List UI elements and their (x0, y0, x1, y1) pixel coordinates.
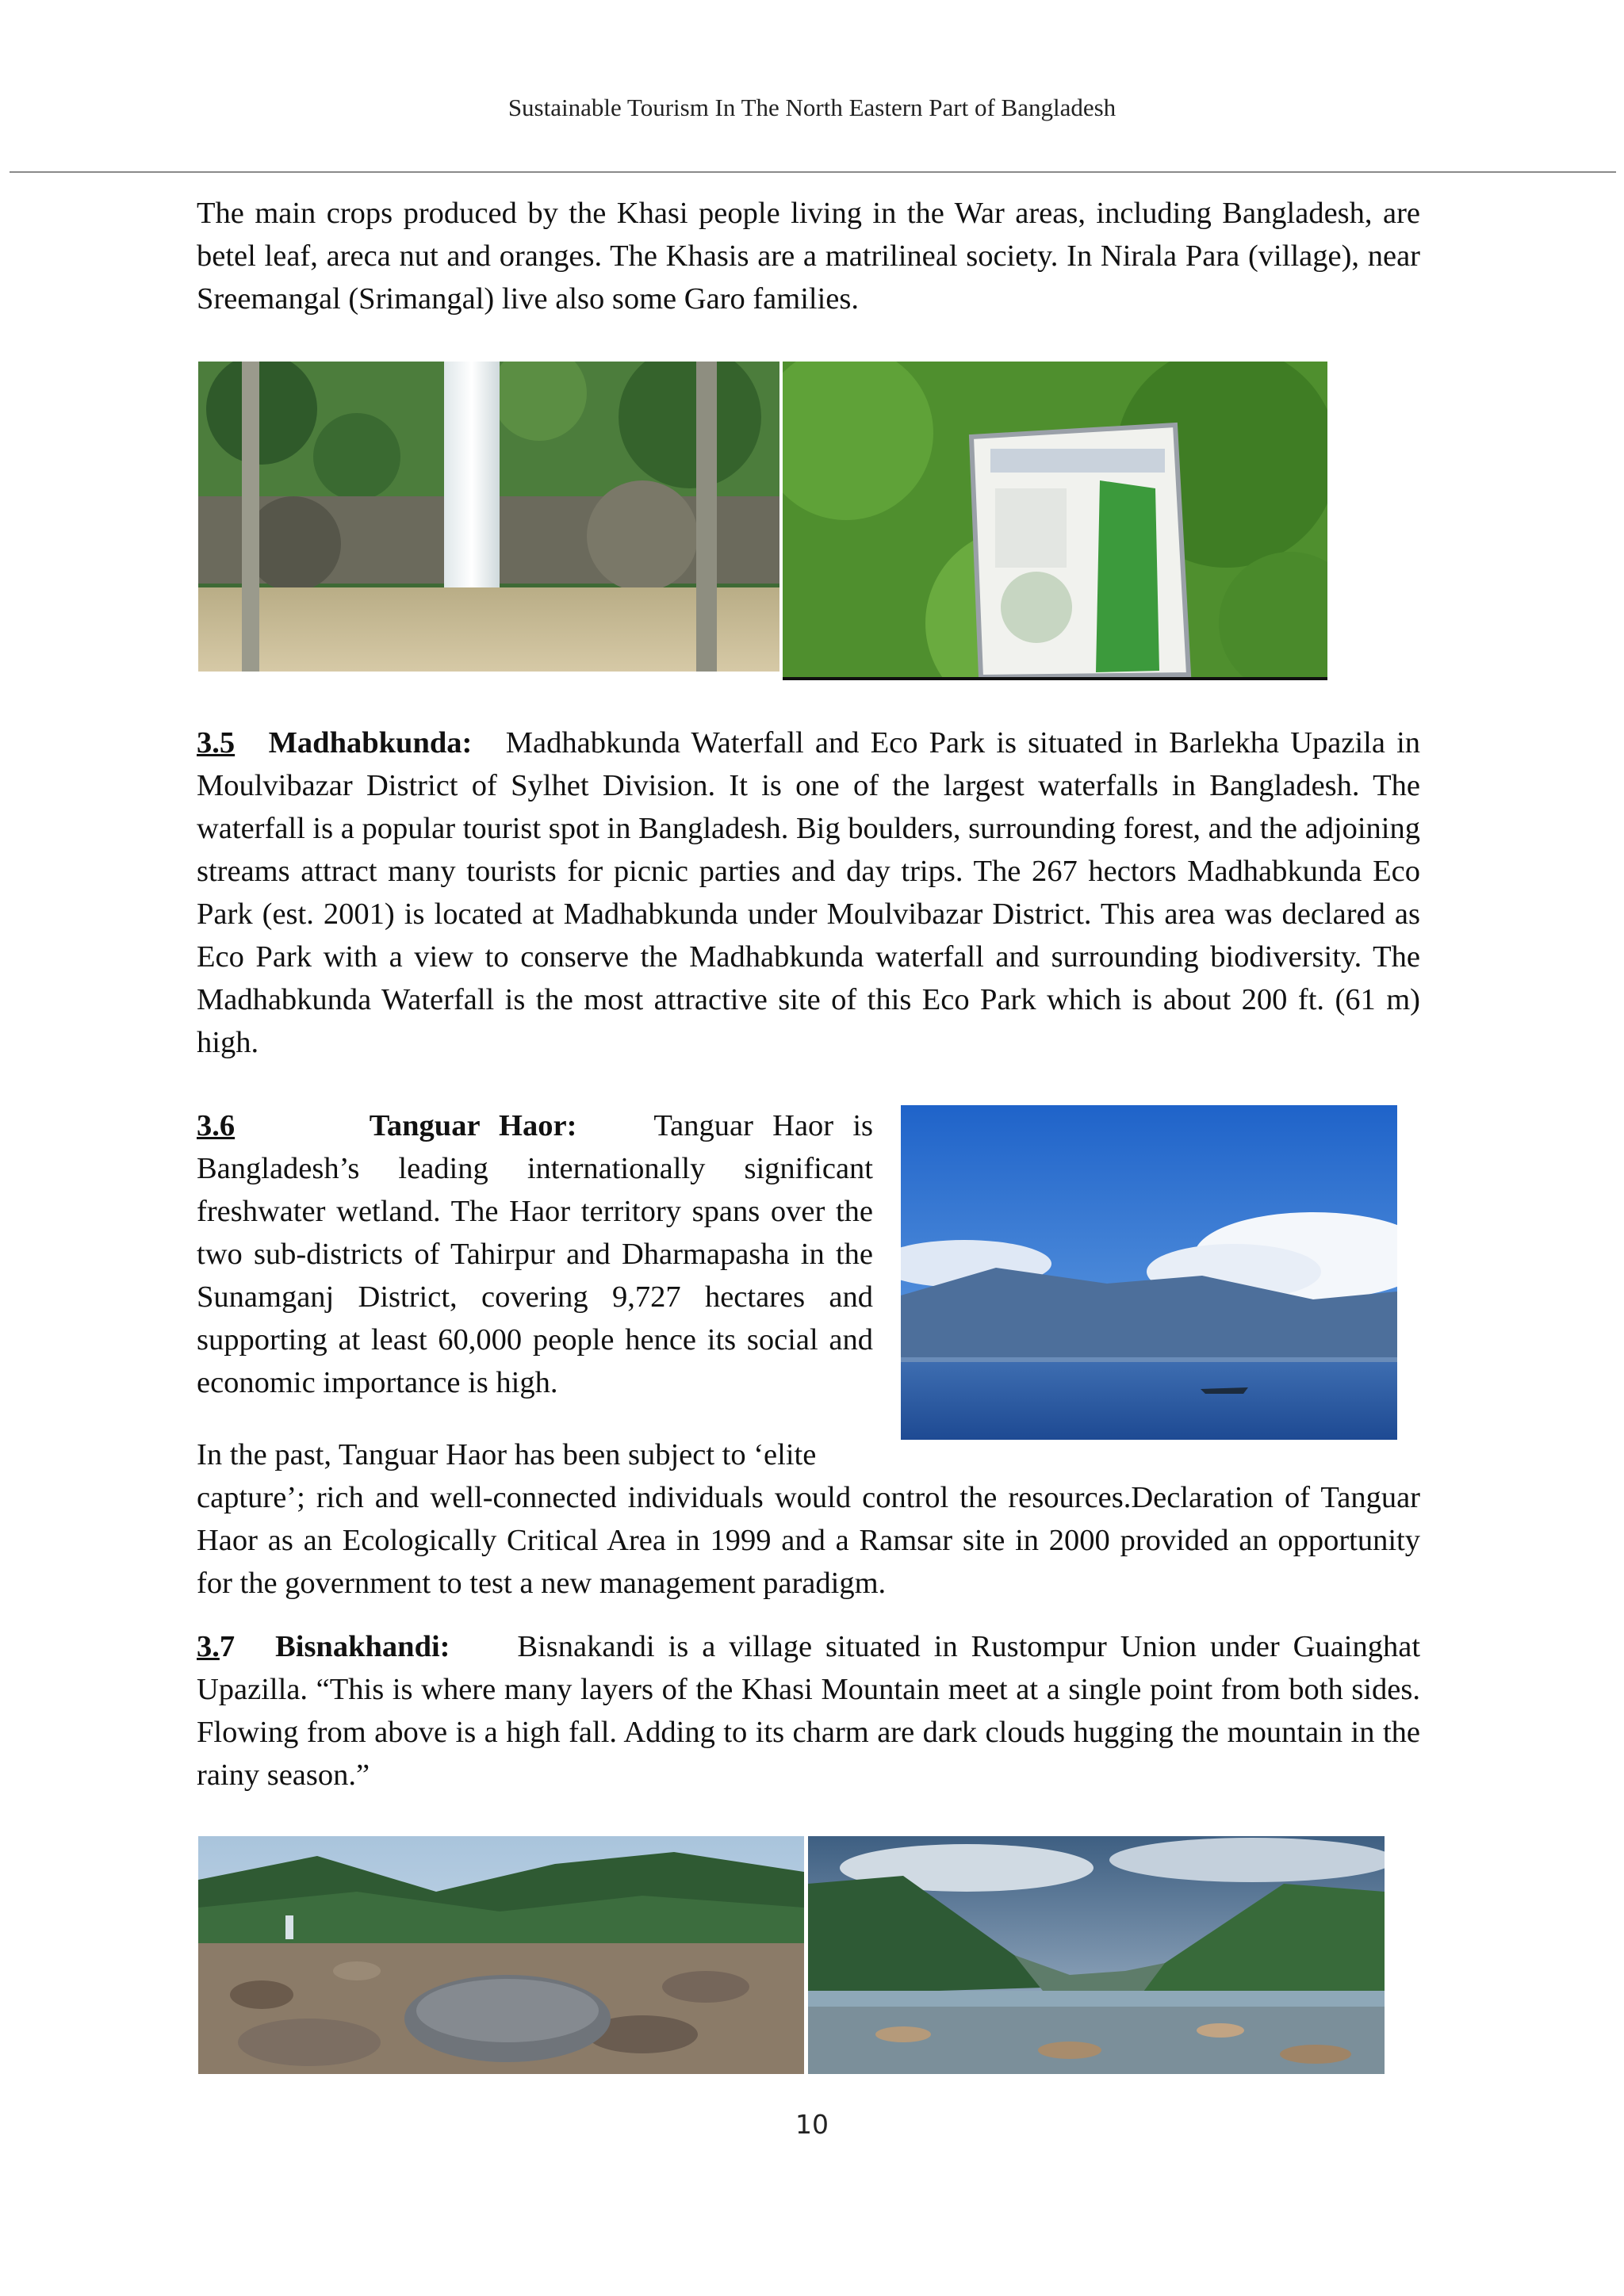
eco-park-sign-photo (783, 362, 1327, 680)
section-3-6-body: Tanguar Haor is Bangladesh’s leading internationally significant freshwater wetland. The Haor territory spans over the two sub-districts of Tahirpur and Dharmapasha in the Sunamganj District, covering 9,727 hectares and supporting at least 60,000 people hence its social and economic importance is high. (197, 1109, 874, 1399)
bisnakandi-river-photo (808, 1836, 1385, 2074)
waterfall-photo (198, 362, 779, 672)
section-3-7-paragraph (197, 1625, 1420, 1797)
intro-paragraph: The main crops produced by the Khasi people living in the War areas, including Bangladesh, are betel leaf, areca nut and oranges. The Khasis are a matrilineal society. In Nirala Para (village), near Sreemangal (Srimangal) live also some Garo families. (197, 197, 1420, 316)
section-3-5-body: Madhabkunda Waterfall and Eco Park is situated in Barlekha Upazila in Moulvibazar District of Sylhet Division. It is one of the largest waterfalls in Bangladesh. The waterfall is a popular tourist spot in Bangladesh. Big boulders, surrounding forest, and the adjoining streams attract many tourists for picnic parties and day trips. The 267 hectors Madhabkunda Eco Park (est. 2001) is located at Madhabkunda under Moulvibazar District. This area was declared as Eco Park with a view to conserve the Madhabkunda waterfall and surrounding biodiversity. The Madhabkunda Waterfall is the most attractive site of this Eco Park which is about 200 ft. (61 m) high. (197, 726, 1421, 1059)
section-3-7-body: Bisnakandi is a village situated in Rustompur Union under Guainghat Upazilla. “This is where many layers of the Khasi Mountain meet at a single point from both sides. Flowing from above is a high fall. Adding to its charm are dark clouds hugging the mountain in the rainy season.” (197, 1630, 1421, 1792)
section-3-7-number-suffix: 7 (219, 1630, 236, 1663)
section-3-6-continued-text: capture’; rich and well-connected individuals would control the resources.Declaration of Tanguar Haor as an Ecologically Critical Area in 1999 and a Ramsar site in 2000 provided an opportunity for the government to test a new management paradigm. (197, 1481, 1420, 1600)
header-divider (10, 171, 1616, 173)
section-3-5-title: Madhabkunda: (268, 726, 473, 760)
section-3-6-continued-paragraph (197, 1433, 1420, 1605)
running-header: Sustainable Tourism In The North Eastern Part of Bangladesh (508, 94, 1116, 121)
section-3-6-title: Tanguar Haor: (369, 1109, 577, 1142)
section-3-5-number: 3.5 (197, 726, 236, 760)
section-3-7-number: 3. (197, 1630, 220, 1663)
section-3-6-continued-first-line: In the past, Tanguar Haor has been subject to ‘elite (197, 1438, 817, 1471)
bisnakandi-stones-photo (198, 1836, 804, 2074)
haor-lake-photo (901, 1105, 1397, 1440)
section-3-6-paragraph (197, 1104, 873, 1404)
page-number: 10 (795, 2109, 829, 2140)
section-3-7-title: Bisnakhandi: (275, 1630, 450, 1663)
section-3-5-paragraph (197, 721, 1420, 1064)
section-3-6-number: 3.6 (197, 1109, 236, 1142)
